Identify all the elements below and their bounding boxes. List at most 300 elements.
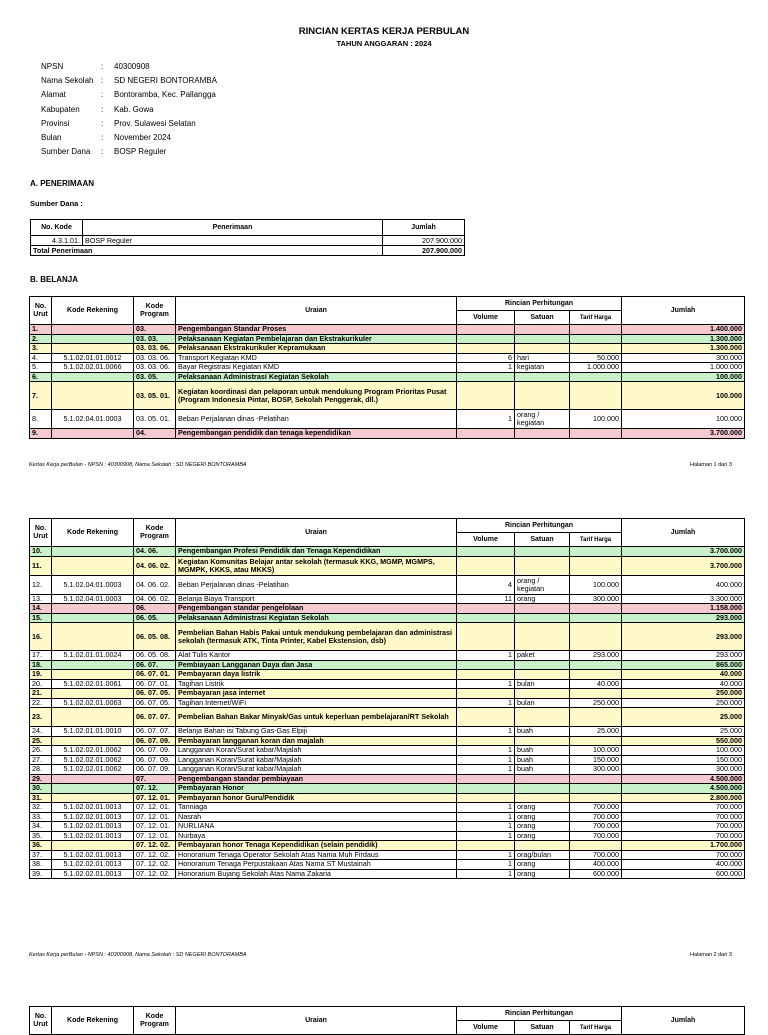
cell-jumlah: 3.700.000: [622, 556, 745, 575]
page-title: RINCIAN KERTAS KERJA PERBULAN: [298, 26, 470, 37]
cell-jumlah: 3.700.000: [622, 429, 745, 439]
cell-uraian: Kegiatan Komunitas Belajar antar sekolah (termasuk KKG, MGMP, MGMPS, MGMPK, KKKS, atau MKKS): [176, 556, 457, 575]
cell-uraian: Langganan Koran/Surat kabar/Majalah: [176, 746, 457, 756]
cell-kode-program: 03. 03.: [134, 334, 176, 344]
table-row: [30, 410, 745, 429]
table-row: [30, 689, 745, 699]
cell-tarif: 50.000: [570, 353, 622, 363]
cell-no: 17.: [30, 651, 52, 661]
header-jumlah: Jumlah: [383, 220, 465, 236]
header-rincian: Rincian Perhitungan: [457, 519, 622, 533]
cell-uraian: Pembayaran langganan koran dan majalah: [176, 736, 457, 746]
cell-kode-rekening: 5.1.02.02.01.0061: [52, 679, 134, 689]
table-row: [30, 698, 745, 708]
cell-tarif: [570, 604, 622, 614]
cell-tarif: [570, 670, 622, 680]
cell-jumlah: 3.700.000: [622, 547, 745, 557]
cell-kode-program: 03. 03. 06.: [134, 363, 176, 373]
cell-tarif: 300.000: [570, 594, 622, 604]
table-row: [30, 363, 745, 373]
table-row: [30, 746, 745, 756]
cell-tarif: 250.000: [570, 698, 622, 708]
cell-volume: [457, 556, 515, 575]
cell-tarif: [570, 708, 622, 727]
cell-volume: [457, 325, 515, 335]
cell-satuan: [515, 613, 570, 623]
table-row: [30, 803, 745, 813]
header-tarif-harga: Tarif Harga: [570, 533, 622, 547]
header-jumlah: Jumlah: [622, 519, 745, 547]
cell-volume: 1: [457, 410, 515, 429]
header-kode-program: Kode Program: [134, 1007, 176, 1035]
info-row: [41, 133, 217, 147]
header-penerimaan: Penerimaan: [83, 220, 383, 236]
cell-kode-program: 06. 07. 07.: [134, 708, 176, 727]
info-colon: :: [101, 147, 104, 157]
cell-kode-rekening: [52, 660, 134, 670]
cell-jumlah: 150.000: [622, 755, 745, 765]
table-row: [30, 831, 745, 841]
cell-kode-program: 06. 07. 05.: [134, 698, 176, 708]
cell-kode-program: 06. 05. 08.: [134, 651, 176, 661]
cell-jumlah: 100.000: [622, 382, 745, 410]
cell-no: 9.: [30, 429, 52, 439]
footer-page-number-1: Halaman 1 dari 3: [690, 462, 732, 468]
cell-volume: [457, 604, 515, 614]
belanja-table-page3: [29, 1006, 745, 1035]
cell-volume: [457, 670, 515, 680]
table-row: [30, 860, 745, 870]
info-label: Provinsi: [41, 118, 70, 128]
cell-tarif: [570, 841, 622, 851]
header-jumlah: Jumlah: [622, 297, 745, 325]
cell-kode-program: 04. 06. 02.: [134, 575, 176, 594]
cell-volume: 1: [457, 831, 515, 841]
cell-no: 21.: [30, 689, 52, 699]
belanja-table-page1: [29, 296, 745, 439]
footer-page-number-2: Halaman 2 dari 3: [690, 952, 732, 958]
cell-no: 8.: [30, 410, 52, 429]
penerimaan-nama: BOSP Reguler: [83, 236, 383, 246]
cell-kode-program: 06. 07. 01.: [134, 679, 176, 689]
cell-uraian: Pembayaran Honor: [176, 784, 457, 794]
cell-tarif: 100.000: [570, 746, 622, 756]
cell-kode-rekening: 5.1.02.02.01.0066: [52, 363, 134, 373]
cell-uraian: Alat Tulis Kantor: [176, 651, 457, 661]
cell-jumlah: 700.000: [622, 822, 745, 832]
cell-uraian: Pelaksanaan Kegiatan Pembelajaran dan Ekstrakurikuler: [176, 334, 457, 344]
info-label: NPSN: [41, 62, 64, 71]
cell-kode-rekening: 5.1.02.01.01.0024: [52, 651, 134, 661]
cell-jumlah: 4.500.000: [622, 784, 745, 794]
cell-jumlah: 250.000: [622, 689, 745, 699]
cell-volume: 1: [457, 746, 515, 756]
cell-kode-program: 03.: [134, 325, 176, 335]
table-row: [30, 869, 745, 879]
cell-jumlah: 550.000: [622, 736, 745, 746]
cell-jumlah: 700.000: [622, 831, 745, 841]
cell-jumlah: 100.000: [622, 746, 745, 756]
cell-volume: 1: [457, 698, 515, 708]
cell-kode-program: 04.: [134, 429, 176, 439]
cell-kode-program: 07. 12.: [134, 784, 176, 794]
belanja-table-page2: [29, 518, 745, 879]
cell-jumlah: 700.000: [622, 803, 745, 813]
cell-tarif: 700.000: [570, 850, 622, 860]
info-row: [41, 119, 217, 133]
cell-jumlah: 25.000: [622, 708, 745, 727]
cell-tarif: 700.000: [570, 831, 622, 841]
cell-volume: [457, 793, 515, 803]
cell-kode-program: 07. 12. 01.: [134, 803, 176, 813]
cell-tarif: 40.000: [570, 679, 622, 689]
table-row: [30, 784, 745, 794]
cell-tarif: [570, 429, 622, 439]
cell-satuan: [515, 556, 570, 575]
cell-uraian: Pembelian Bahan Habis Pakai untuk mendukung pembelajaran dan administrasi sekolah (termasuk ATK, Tinta Printer, Kabel Ekstension, dsb): [176, 623, 457, 651]
cell-satuan: paket: [515, 651, 570, 661]
header-tarif-harga: Tarif Harga: [570, 311, 622, 325]
cell-no: 11.: [30, 556, 52, 575]
info-value: Bontoramba, Kec. Pallangga: [114, 90, 216, 100]
cell-kode-rekening: [52, 334, 134, 344]
cell-tarif: 293.000: [570, 651, 622, 661]
header-kode-program: Kode Program: [134, 297, 176, 325]
table-row: [30, 575, 745, 594]
table-row: [30, 651, 745, 661]
cell-satuan: [515, 774, 570, 784]
cell-volume: [457, 334, 515, 344]
cell-kode-program: 07. 12. 02.: [134, 850, 176, 860]
cell-volume: 1: [457, 363, 515, 373]
cell-jumlah: 600.000: [622, 869, 745, 879]
cell-kode-program: 07. 12. 02.: [134, 869, 176, 879]
cell-tarif: 600.000: [570, 869, 622, 879]
cell-no: 14.: [30, 604, 52, 614]
cell-uraian: Langganan Koran/Surat kabar/Majalah: [176, 755, 457, 765]
info-colon: :: [101, 118, 104, 128]
cell-kode-program: 03. 05. 01.: [134, 410, 176, 429]
cell-no: 36.: [30, 841, 52, 851]
cell-no: 27.: [30, 755, 52, 765]
cell-satuan: bulan: [515, 698, 570, 708]
info-row: [41, 147, 217, 161]
table-row: [30, 841, 745, 851]
header-volume: Volume: [457, 311, 515, 325]
cell-volume: [457, 660, 515, 670]
info-row: [41, 105, 217, 119]
header-no-kode: No. Kode: [31, 220, 83, 236]
cell-uraian: Pengembangan pendidik dan tenaga kependidikan: [176, 429, 457, 439]
table-row: [30, 660, 745, 670]
cell-kode-rekening: 5.1.02.04.01.0003: [52, 575, 134, 594]
cell-kode-program: 07. 12. 01.: [134, 793, 176, 803]
cell-uraian: Pelaksanaan Administrasi Kegiatan Sekolah: [176, 613, 457, 623]
cell-satuan: [515, 344, 570, 354]
cell-kode-rekening: [52, 670, 134, 680]
cell-kode-program: 06. 07. 09.: [134, 746, 176, 756]
cell-volume: [457, 382, 515, 410]
cell-satuan: [515, 841, 570, 851]
cell-uraian: Langganan Koran/Surat kabar/Majalah: [176, 765, 457, 775]
cell-kode-rekening: [52, 708, 134, 727]
cell-uraian: Belanja Biaya Transport: [176, 594, 457, 604]
cell-no: 19.: [30, 670, 52, 680]
section-belanja-title: B. BELANJA: [30, 275, 79, 284]
cell-satuan: [515, 793, 570, 803]
cell-no: 37.: [30, 850, 52, 860]
header-satuan: Satuan: [515, 1021, 570, 1035]
cell-no: 18.: [30, 660, 52, 670]
cell-kode-program: 06. 07. 07.: [134, 727, 176, 737]
cell-volume: 1: [457, 860, 515, 870]
cell-volume: 4: [457, 575, 515, 594]
cell-no: 13.: [30, 594, 52, 604]
cell-no: 1.: [30, 325, 52, 335]
cell-no: 15.: [30, 613, 52, 623]
cell-tarif: 100.000: [570, 410, 622, 429]
cell-kode-rekening: [52, 372, 134, 382]
cell-volume: [457, 784, 515, 794]
cell-jumlah: 40.000: [622, 679, 745, 689]
cell-volume: 1: [457, 850, 515, 860]
cell-uraian: Pembayaran honor Guru/Pendidik: [176, 793, 457, 803]
cell-tarif: [570, 556, 622, 575]
page-subtitle: TAHUN ANGGARAN : 2024: [336, 39, 432, 48]
cell-satuan: orang / kegiatan: [515, 575, 570, 594]
cell-kode-rekening: 5.1.02.04.01.0003: [52, 594, 134, 604]
cell-kode-program: 07. 12. 01.: [134, 822, 176, 832]
cell-kode-program: 07. 12. 02.: [134, 841, 176, 851]
cell-kode-program: 07. 12. 01.: [134, 812, 176, 822]
cell-kode-rekening: [52, 547, 134, 557]
cell-uraian: Beban Perjalanan dinas -Pelatihan: [176, 410, 457, 429]
cell-volume: [457, 841, 515, 851]
info-label: Sumber Dana: [41, 147, 91, 157]
cell-no: 10.: [30, 547, 52, 557]
info-colon: :: [101, 132, 104, 142]
cell-satuan: [515, 689, 570, 699]
cell-volume: 1: [457, 803, 515, 813]
cell-kode-rekening: [52, 429, 134, 439]
cell-jumlah: 1.300.000: [622, 344, 745, 354]
table-row: [30, 344, 745, 354]
cell-kode-program: 04. 06. 02.: [134, 594, 176, 604]
cell-volume: 1: [457, 755, 515, 765]
cell-kode-rekening: 5.1.02.02.01.0062: [52, 765, 134, 775]
info-row: [41, 62, 217, 76]
cell-no: 31.: [30, 793, 52, 803]
cell-satuan: orang: [515, 822, 570, 832]
cell-uraian: Honorarium Tenaga Perpustakaan Atas Nama ST Mustainah: [176, 860, 457, 870]
cell-jumlah: 1.400.000: [622, 325, 745, 335]
cell-volume: [457, 372, 515, 382]
cell-tarif: 300.000: [570, 765, 622, 775]
cell-kode-rekening: [52, 774, 134, 784]
cell-kode-program: 06. 07. 01.: [134, 670, 176, 680]
cell-tarif: 150.000: [570, 755, 622, 765]
cell-satuan: [515, 670, 570, 680]
cell-satuan: [515, 660, 570, 670]
cell-no: 23.: [30, 708, 52, 727]
total-penerimaan-label: Total Penerimaan: [31, 246, 383, 256]
info-value: November 2024: [114, 132, 171, 142]
cell-uraian: Nurbaya: [176, 831, 457, 841]
info-value: BOSP Reguler: [114, 147, 167, 157]
info-label: Bulan: [41, 132, 62, 142]
cell-no: 32.: [30, 803, 52, 813]
cell-kode-program: 03. 05.: [134, 372, 176, 382]
cell-uraian: Pembayaran daya listrik: [176, 670, 457, 680]
cell-satuan: [515, 623, 570, 651]
info-value: Kab. Gowa: [114, 104, 154, 114]
cell-kode-rekening: 5.1.02.01.01.0012: [52, 353, 134, 363]
cell-volume: 1: [457, 651, 515, 661]
cell-jumlah: 700.000: [622, 812, 745, 822]
cell-volume: [457, 736, 515, 746]
cell-kode-rekening: 5.1.02.02.01.0013: [52, 822, 134, 832]
header-rincian: Rincian Perhitungan: [457, 1007, 622, 1021]
cell-satuan: orang: [515, 803, 570, 813]
table-row: [30, 793, 745, 803]
cell-kode-program: 06. 07.: [134, 660, 176, 670]
cell-jumlah: 400.000: [622, 575, 745, 594]
cell-tarif: [570, 372, 622, 382]
cell-kode-rekening: 5.1.02.01.01.0010: [52, 727, 134, 737]
cell-uraian: Tagihan Internet/WiFi: [176, 698, 457, 708]
cell-satuan: [515, 325, 570, 335]
cell-jumlah: 25.000: [622, 727, 745, 737]
cell-jumlah: 100.000: [622, 410, 745, 429]
cell-jumlah: 100.000: [622, 372, 745, 382]
info-label: Alamat: [41, 90, 66, 100]
cell-jumlah: 700.000: [622, 850, 745, 860]
table-row: [30, 822, 745, 832]
header-uraian: Uraian: [176, 297, 457, 325]
cell-no: 4.: [30, 353, 52, 363]
cell-tarif: [570, 660, 622, 670]
table-row: [30, 382, 745, 410]
cell-satuan: kegiatan: [515, 363, 570, 373]
cell-volume: 1: [457, 822, 515, 832]
cell-uraian: Honorarium Bujang Sekolah Atas Nama Zakaria: [176, 869, 457, 879]
cell-jumlah: 300.000: [622, 765, 745, 775]
info-label: Nama Sekolah: [41, 76, 94, 86]
cell-kode-rekening: 5.1.02.02.01.0013: [52, 860, 134, 870]
cell-kode-rekening: 5.1.02.02.01.0013: [52, 803, 134, 813]
cell-kode-program: 06. 07. 09.: [134, 765, 176, 775]
penerimaan-table: [30, 219, 465, 256]
cell-no: 20.: [30, 679, 52, 689]
header-uraian: Uraian: [176, 1007, 457, 1035]
info-row: [41, 76, 217, 90]
header-no-urut: No. Urut: [30, 297, 52, 325]
cell-volume: 6: [457, 353, 515, 363]
penerimaan-kode: 4.3.1.01.: [31, 236, 83, 246]
cell-satuan: orang: [515, 869, 570, 879]
cell-kode-rekening: 5.1.02.02.01.0063: [52, 698, 134, 708]
cell-satuan: hari: [515, 353, 570, 363]
cell-kode-rekening: [52, 689, 134, 699]
footer-left-page1: Kertas Kerja perBulan - NPSN : 40300908, Nama Sekolah : SD NEGERI BONTORAMBA: [29, 462, 247, 468]
cell-no: 26.: [30, 746, 52, 756]
info-colon: :: [101, 76, 104, 86]
cell-uraian: NURLIANA: [176, 822, 457, 832]
cell-kode-program: 07.: [134, 774, 176, 784]
cell-uraian: Nasrah: [176, 812, 457, 822]
cell-satuan: orang: [515, 860, 570, 870]
cell-kode-rekening: 5.1.02.02.01.0062: [52, 755, 134, 765]
cell-no: 38.: [30, 860, 52, 870]
cell-kode-rekening: [52, 841, 134, 851]
cell-jumlah: 293.000: [622, 613, 745, 623]
table-row: [30, 334, 745, 344]
cell-kode-program: 06. 07. 05.: [134, 689, 176, 699]
sumber-dana-label: Sumber Dana :: [30, 199, 83, 208]
cell-jumlah: 3.300.000: [622, 594, 745, 604]
cell-kode-rekening: [52, 382, 134, 410]
cell-no: 7.: [30, 382, 52, 410]
cell-tarif: [570, 344, 622, 354]
cell-kode-program: 07. 12. 02.: [134, 860, 176, 870]
cell-satuan: buah: [515, 727, 570, 737]
cell-tarif: 25.000: [570, 727, 622, 737]
cell-no: 24.: [30, 727, 52, 737]
cell-uraian: Pengembangan Profesi Pendidik dan Tenaga Kependidikan: [176, 547, 457, 557]
cell-tarif: [570, 325, 622, 335]
info-row: [41, 90, 217, 104]
cell-kode-rekening: [52, 613, 134, 623]
cell-volume: [457, 547, 515, 557]
info-colon: :: [101, 104, 104, 114]
table-row: [30, 547, 745, 557]
cell-uraian: Pelaksanaan Administrasi Kegiatan Sekolah: [176, 372, 457, 382]
cell-jumlah: 1.000.000: [622, 363, 745, 373]
total-penerimaan-jumlah: 207.900.000: [383, 246, 465, 256]
cell-kode-rekening: 5.1.02.02.01.0013: [52, 869, 134, 879]
table-row: [30, 765, 745, 775]
cell-kode-rekening: 5.1.02.04.01.0003: [52, 410, 134, 429]
cell-volume: [457, 429, 515, 439]
cell-tarif: [570, 793, 622, 803]
cell-tarif: [570, 382, 622, 410]
cell-no: 12.: [30, 575, 52, 594]
cell-volume: 1: [457, 812, 515, 822]
cell-no: 25.: [30, 736, 52, 746]
table-row: [30, 604, 745, 614]
cell-satuan: [515, 736, 570, 746]
cell-jumlah: 2.800.000: [622, 793, 745, 803]
cell-no: 5.: [30, 363, 52, 373]
cell-kode-program: 07. 12. 01.: [134, 831, 176, 841]
table-row: [30, 325, 745, 335]
cell-satuan: buah: [515, 746, 570, 756]
cell-tarif: 1.000.000: [570, 363, 622, 373]
cell-jumlah: 1.158.000: [622, 604, 745, 614]
cell-jumlah: 1.300.000: [622, 334, 745, 344]
cell-satuan: [515, 547, 570, 557]
cell-uraian: Tagihan Listrik: [176, 679, 457, 689]
cell-kode-rekening: [52, 784, 134, 794]
header-satuan: Satuan: [515, 311, 570, 325]
table-row: [30, 736, 745, 746]
table-row: [30, 755, 745, 765]
cell-satuan: orag/bulan: [515, 850, 570, 860]
cell-uraian: Bayar Registrasi Kegiatan KMD: [176, 363, 457, 373]
cell-kode-rekening: [52, 556, 134, 575]
cell-kode-rekening: [52, 793, 134, 803]
school-info: [41, 62, 217, 161]
